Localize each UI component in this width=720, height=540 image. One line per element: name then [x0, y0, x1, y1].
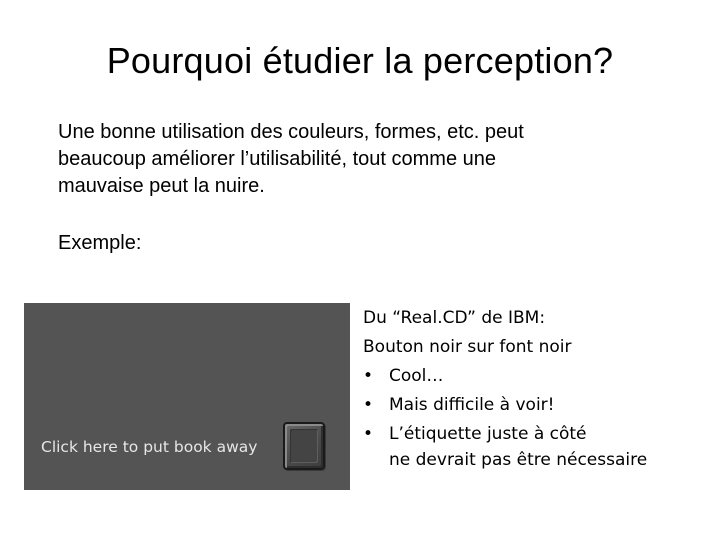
intro-paragraph-line: beaucoup améliorer l’utilisabilité, tout comme une — [58, 148, 497, 170]
example-label: Exemple: — [58, 232, 142, 254]
bullet-icon: • — [363, 395, 374, 415]
bullet-item — [363, 391, 713, 420]
slide-title: Pourquoi étudier la perception? — [106, 40, 614, 81]
notes-heading: Du “Real.CD” de IBM: — [363, 308, 546, 328]
realcd-screenshot — [24, 303, 350, 490]
put-book-away-button[interactable] — [283, 422, 325, 470]
bullet-item — [363, 362, 713, 391]
put-book-away-label: Click here to put book away — [41, 438, 258, 456]
intro-paragraph-line: Une bonne utilisation des couleurs, formes, etc. peut — [58, 121, 524, 143]
bullet-continuation: ne devrait pas être nécessaire — [389, 450, 648, 470]
bullet-text: Mais difficile à voir! — [389, 395, 555, 415]
notes-list — [363, 304, 713, 471]
notes-subheading: Bouton noir sur font noir — [363, 337, 572, 357]
bullet-text: L’étiquette juste à côté — [389, 424, 587, 444]
intro-paragraph — [58, 119, 678, 200]
bullet-icon: • — [363, 424, 374, 444]
bullet-text: Cool… — [389, 366, 444, 386]
intro-paragraph-line: mauvaise peut la nuire. — [58, 175, 265, 197]
bullet-item — [363, 420, 713, 449]
button-face — [290, 429, 318, 463]
bullet-icon: • — [363, 366, 374, 386]
